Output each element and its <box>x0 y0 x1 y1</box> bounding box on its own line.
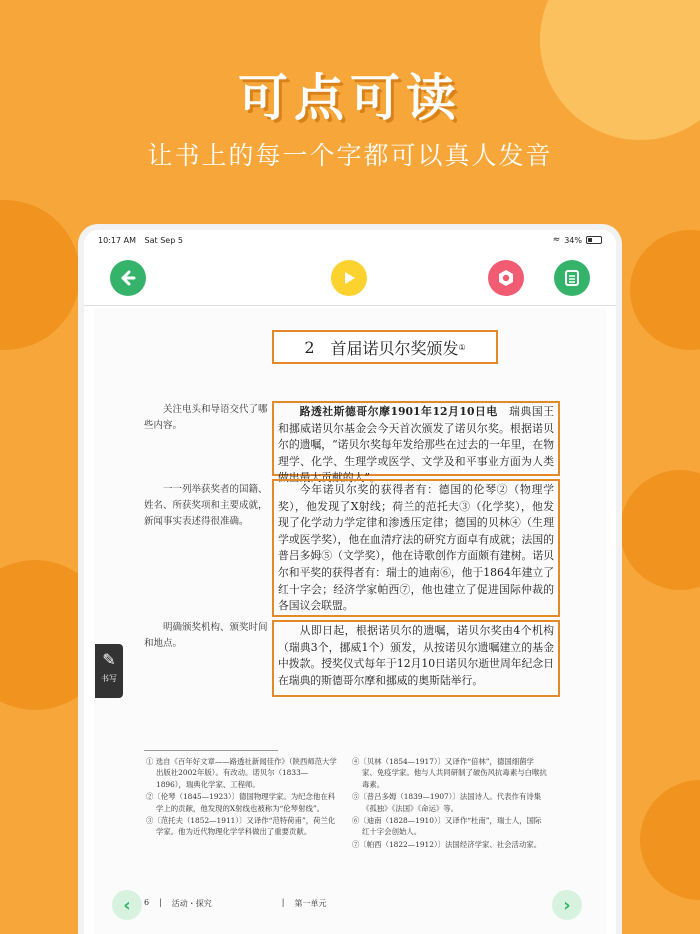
decorative-circle <box>620 470 700 590</box>
wifi-icon: ≈ <box>552 235 561 245</box>
next-page-button[interactable] <box>552 890 582 920</box>
status-bar <box>84 230 616 250</box>
chapter-title-text: 首届诺贝尔奖颁发 <box>330 338 459 358</box>
footnote: ⑦〔帕西（1822—1912）〕法国经济学家、社会活动家。 <box>352 839 542 849</box>
margin-note: 明确颁奖机构、颁奖时间和地点。 <box>144 622 268 649</box>
page-number: 6 <box>144 898 150 907</box>
write-tab-button[interactable] <box>95 644 123 698</box>
hero-subtitle: 让书上的每一个字都可以真人发音 <box>147 141 553 170</box>
decorative-circle <box>630 230 700 350</box>
margin-note: 一一列举获奖者的国籍、姓名、所获奖项和主要成就，新闻事实表述得很准确。 <box>144 484 268 527</box>
footnote: ① 选自《百年好文章——路透社新闻佳作》（陕西师范大学出版社2002年版）。有改动。诺贝尔（1833—1896），瑞典化学家、工程师。 <box>146 757 337 789</box>
book-page <box>94 308 606 934</box>
status-date: Sat Sep 5 <box>144 235 183 245</box>
status-time: 10:17 AM <box>98 235 136 245</box>
footnotes-left <box>146 756 338 839</box>
footnote: ⑤〔普吕多姆（1839—1907）〕法国诗人。代表作有诗集《孤独》《法国》《命运》等。 <box>352 792 542 813</box>
menu-button[interactable] <box>554 260 590 296</box>
footnote: ④〔贝林（1854—1917）〕又译作“倍林”，德国细菌学家、免疫学家。他与人共同研制了破伤风抗毒素与白喉抗毒素。 <box>352 757 547 789</box>
footnote: ②〔伦琴（1845—1923）〕德国物理学家。为纪念他在科学上的贡献，他发现的X射线也被称为“伦琴射线”。 <box>146 792 336 813</box>
pencil-icon: ✎ <box>102 650 116 669</box>
chapter-note-mark: ① <box>458 342 466 352</box>
footer-section: 活动・探究 <box>171 899 212 908</box>
chapter-number: 2 <box>304 337 315 357</box>
dateline: 路透社斯德哥尔摩1901年12月10日电 <box>299 405 498 418</box>
tablet-screen <box>84 230 616 934</box>
footnote-divider <box>144 750 278 751</box>
footer-unit: 第一单元 <box>294 899 327 908</box>
battery-icon <box>586 236 602 244</box>
chevron-left-icon: ‹ <box>123 894 131 916</box>
chapter-title[interactable] <box>272 330 498 364</box>
paragraph-text: 瑞典国王和挪威诺贝尔基金会今天首次颁发了诺贝尔奖。根据诺贝尔的遗嘱，“诺贝尔奖每年发给那些在过去的一年里，在物理学、化学、生理学或医学、文学及和平事业方面为人类做出最大贡献的人”。 <box>278 405 554 485</box>
footnote: ⑥〔迪南（1828—1910）〕又译作“杜南”，瑞士人，国际红十字会创始人。 <box>352 816 542 837</box>
settings-button[interactable] <box>488 260 524 296</box>
page-footer <box>144 898 327 909</box>
margin-note: 关注电头和导语交代了哪些内容。 <box>144 404 268 431</box>
play-button[interactable] <box>331 260 367 296</box>
paragraph-block[interactable] <box>272 620 560 697</box>
back-button[interactable] <box>110 260 146 296</box>
play-icon <box>340 269 358 287</box>
hero-title: 可点可读 <box>238 69 462 127</box>
paragraph-text: 今年诺贝尔奖的获得者有：德国的伦琴②（物理学奖），他发现了X射线；荷兰的范托夫③（化学奖），他发现了化学动力学定律和渗透压定律；德国的贝林④（生理学或医学奖），他在血清疗法的研究方面卓有成就；法国的普吕多姆⑤（文学奖），他在诗歌创作方面颇有建树。诺贝尔和平奖的获得者有：瑞士的迪南⑥，他于1864年建立了红十字会；经济学家帕西⑦，他也建立了促进国际仲裁的各国议会联盟。 <box>278 483 554 613</box>
chevron-right-icon: › <box>563 894 571 916</box>
footer-separator: | <box>281 898 285 907</box>
write-tab-label: 书写 <box>101 674 117 683</box>
paragraph-block[interactable] <box>272 479 560 617</box>
paragraph-text: 从即日起，根据诺贝尔的遗嘱，诺贝尔奖由4个机构（瑞典3个，挪威1个）颁发，从按诺贝尔遗嘱建立的基金中拨款。授奖仪式每年于12月10日诺贝尔逝世周年纪念日在瑞典的斯德哥尔摩和挪威的奥斯陆举行。 <box>278 624 554 687</box>
list-menu-icon <box>563 269 581 287</box>
toolbar <box>84 250 616 306</box>
decorative-circle <box>640 780 700 900</box>
paragraph-block[interactable] <box>272 401 560 485</box>
decorative-circle <box>0 200 80 350</box>
arrow-left-icon <box>119 269 137 287</box>
footnote: ③〔范托夫（1852—1911）〕又译作“范特荷甫”，荷兰化学家。他为近代物理化学学科做出了重要贡献。 <box>146 816 336 837</box>
footnotes-right <box>352 756 548 851</box>
hexagon-settings-icon <box>496 268 516 288</box>
previous-page-button[interactable] <box>112 890 142 920</box>
footer-separator: | <box>159 898 162 907</box>
battery-percent: 34% <box>564 235 582 245</box>
